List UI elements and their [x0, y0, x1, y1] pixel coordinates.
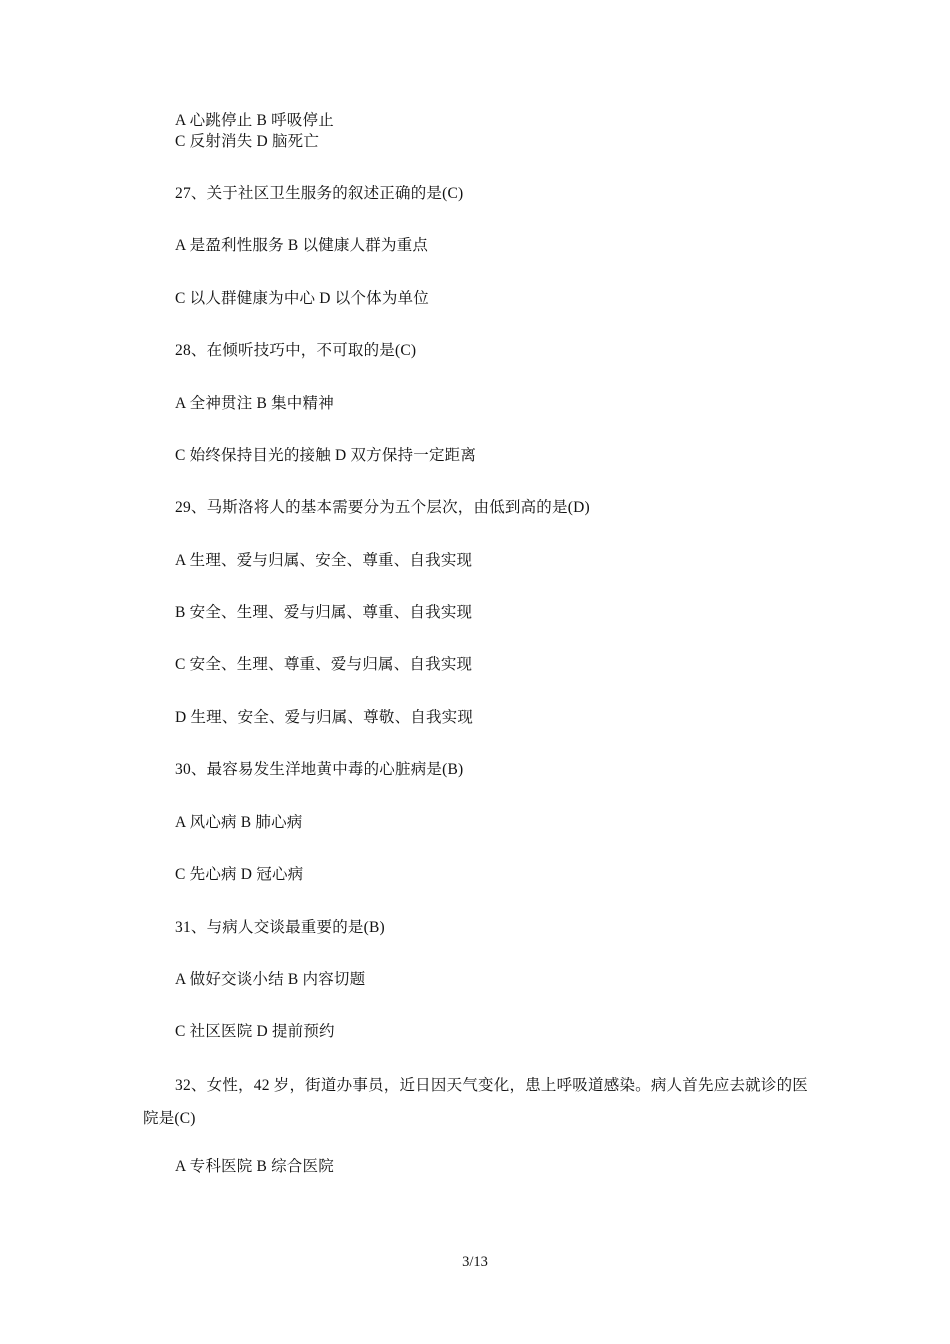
option-line: C 以人群健康为中心 D 以个体为单位 [175, 290, 429, 307]
question-32: 32、女性，42 岁，街道办事员，近日因天气变化，患上呼吸道感染。病人首先应去就诊的医院是(C) [143, 1077, 808, 1127]
question-31: 31、与病人交谈最重要的是(B) [175, 919, 385, 936]
question-28: 28、在倾听技巧中，不可取的是(C) [175, 342, 417, 359]
question-30: 30、最容易发生洋地黄中毒的心脏病是(B) [175, 761, 464, 778]
option-line: A 是盈利性服务 B 以健康人群为重点 [175, 237, 429, 254]
option-line: C 社区医院 D 提前预约 [175, 1023, 335, 1040]
question-29: 29、马斯洛将人的基本需要分为五个层次，由低到高的是(D) [175, 499, 590, 516]
option-line: C 安全、生理、尊重、爱与归属、自我实现 [175, 656, 473, 673]
option-line: A 全神贯注 B 集中精神 [175, 395, 334, 412]
option-line: A 专科医院 B 综合医院 [175, 1158, 334, 1175]
option-line: B 安全、生理、爱与归属、尊重、自我实现 [175, 604, 473, 621]
option-line: C 先心病 D 冠心病 [175, 866, 304, 883]
option-line: C 反射消失 D 脑死亡 [175, 133, 320, 150]
option-line: A 风心病 B 肺心病 [175, 814, 303, 831]
page-number: 3/13 [462, 1254, 488, 1270]
option-line: A 做好交谈小结 B 内容切题 [175, 971, 366, 988]
question-27: 27、关于社区卫生服务的叙述正确的是(C) [175, 185, 464, 202]
option-line: A 生理、爱与归属、安全、尊重、自我实现 [175, 552, 473, 569]
option-line: A 心跳停止 B 呼吸停止 [175, 112, 334, 129]
option-line: D 生理、安全、爱与归属、尊敬、自我实现 [175, 709, 474, 726]
option-line: C 始终保持目光的接触 D 双方保持一定距离 [175, 447, 477, 464]
